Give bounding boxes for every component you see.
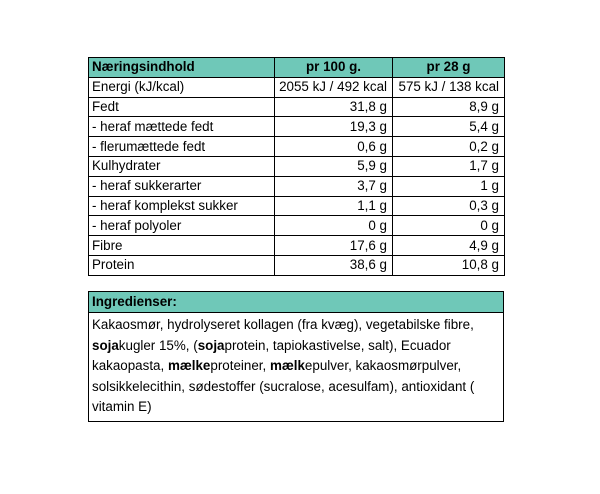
row-value-per100: 31,8 g <box>275 97 393 117</box>
ingredient-allergen: soja <box>92 337 119 353</box>
row-value-per28: 0,3 g <box>393 196 505 216</box>
header-per-100g: pr 100 g. <box>275 58 393 78</box>
row-value-per28: 575 kJ / 138 kcal <box>393 77 505 97</box>
table-row <box>89 196 505 216</box>
row-label: Kulhydrater <box>89 156 275 176</box>
table-row <box>89 97 505 117</box>
header-per-28g: pr 28 g <box>393 58 505 78</box>
row-value-per100: 5,9 g <box>275 156 393 176</box>
ingredient-allergen: mælke <box>167 358 211 373</box>
row-value-per28: 1 g <box>393 176 505 196</box>
row-label: Protein <box>89 255 275 275</box>
row-label: Fibre <box>89 236 275 256</box>
row-value-per28: 0,2 g <box>393 137 505 157</box>
table-row <box>89 255 505 275</box>
row-value-per100: 19,3 g <box>275 117 393 137</box>
row-value-per100: 0 g <box>275 216 393 236</box>
ingredients-box <box>88 291 504 422</box>
nutrition-table <box>88 57 505 276</box>
table-row <box>89 77 505 97</box>
row-label: - heraf polyoler <box>89 216 275 236</box>
row-value-per100: 38,6 g <box>275 255 393 275</box>
ingredient-segment: protein, tapiokastivelse, salt), Ecuador kakaopasta, <box>92 337 451 373</box>
ingredient-segment: kugler 15%, ( <box>118 337 198 353</box>
row-value-per100: 3,7 g <box>275 176 393 196</box>
row-value-per100: 0,6 g <box>275 137 393 157</box>
row-value-per28: 1,7 g <box>393 156 505 176</box>
table-row <box>89 156 505 176</box>
row-value-per28: 4,9 g <box>393 236 505 256</box>
row-value-per100: 2055 kJ / 492 kcal <box>275 77 393 97</box>
nutrition-header-row <box>89 58 505 78</box>
table-row <box>89 176 505 196</box>
row-value-per100: 17,6 g <box>275 236 393 256</box>
ingredient-allergen: mælk <box>269 358 305 373</box>
ingredient-segment: Kakaosmør, hydrolyseret kollagen (fra kvæg), vegetabilske fibre, <box>92 317 474 332</box>
table-row <box>89 137 505 157</box>
row-value-per28: 0 g <box>393 216 505 236</box>
row-label: Energi (kJ/kcal) <box>89 77 275 97</box>
header-naeringsindhold: Næringsindhold <box>89 58 275 78</box>
ingredients-text <box>89 313 503 421</box>
row-value-per28: 10,8 g <box>393 255 505 275</box>
ingredients-title: Ingredienser: <box>89 292 503 313</box>
table-row <box>89 236 505 256</box>
row-value-per28: 8,9 g <box>393 97 505 117</box>
row-label: - heraf mættede fedt <box>89 117 275 137</box>
row-label: - heraf sukkerarter <box>89 176 275 196</box>
row-label: Fedt <box>89 97 275 117</box>
row-value-per28: 5,4 g <box>393 117 505 137</box>
row-label: - flerumættede fedt <box>89 137 275 157</box>
ingredient-allergen: soja <box>197 337 225 353</box>
table-row <box>89 117 505 137</box>
row-label: - heraf komplekst sukker <box>89 196 275 216</box>
ingredient-segment: epulver, kakaosmørpulver, solsikkelecithin, sødestoffer (sucralose, acesulfam), antioxidant ( vitamin E) <box>92 358 475 414</box>
ingredient-segment: proteiner, <box>210 358 270 373</box>
table-row <box>89 216 505 236</box>
row-value-per100: 1,1 g <box>275 196 393 216</box>
